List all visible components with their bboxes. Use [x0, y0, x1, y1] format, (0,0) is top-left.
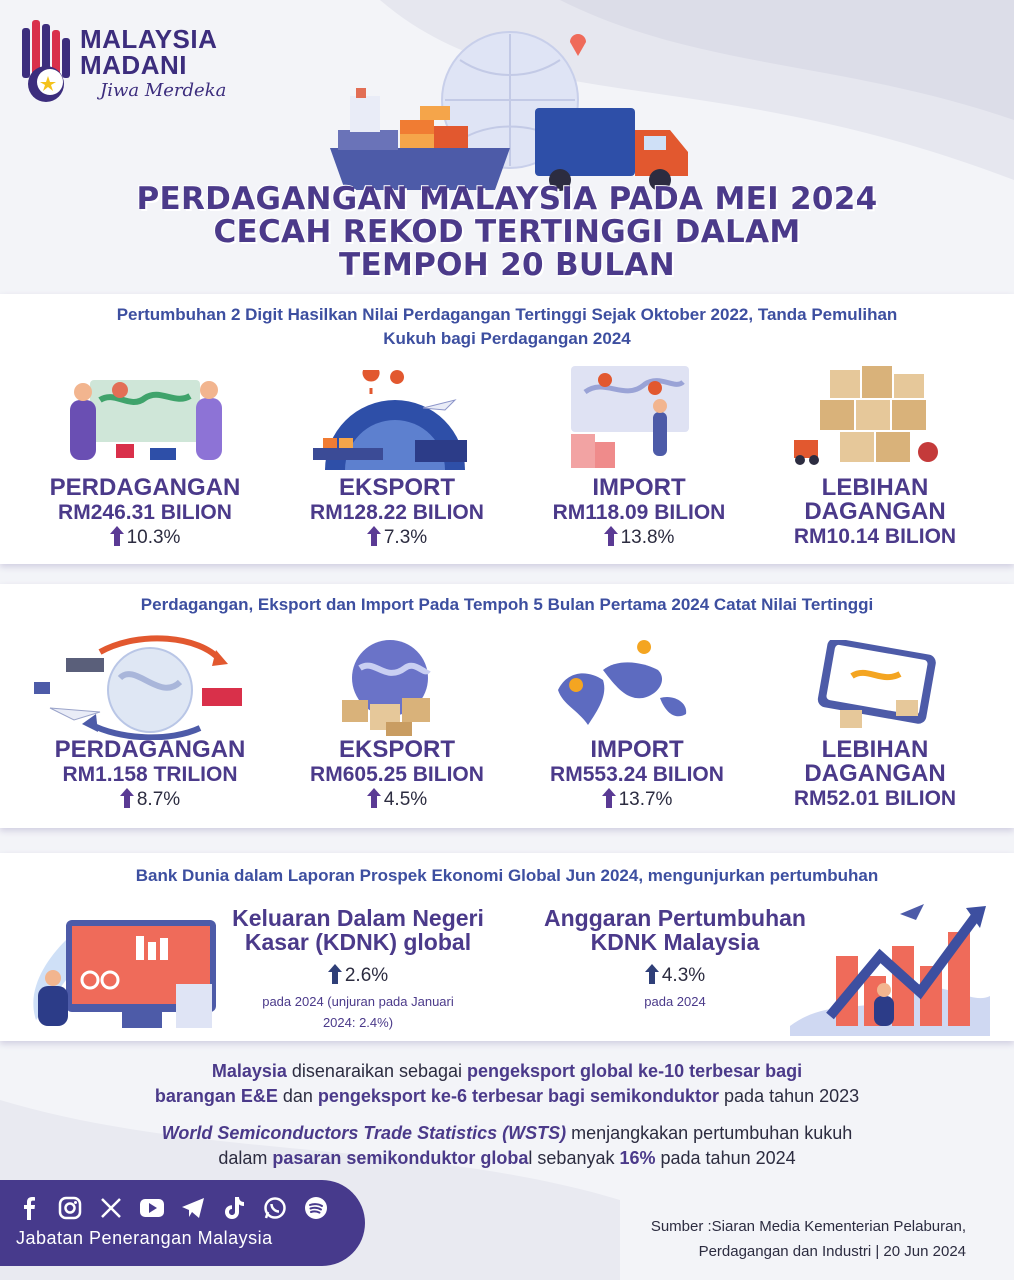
growth-chart-illustration: [790, 896, 990, 1036]
paragraph-wsts: [20, 1121, 994, 1171]
agency-name: Jabatan Penerangan Malaysia: [16, 1228, 273, 1248]
stat-change-value: 13.8%: [620, 527, 675, 548]
para1-text-c: pengeksport global ke-10 terbesar bagi: [467, 1061, 803, 1081]
paragraph2-line2: [20, 1146, 994, 1171]
global-gdp-block: [208, 906, 508, 1033]
trade-meeting-illustration: [60, 370, 230, 470]
youtube-icon[interactable]: [137, 1194, 167, 1222]
stat-value: RM1.158 TRILION: [62, 763, 238, 786]
title-line1: PERDAGANGAN MALAYSIA PADA MEI 2024: [136, 181, 878, 217]
stat-label: IMPORT: [590, 736, 684, 763]
para1-text-e: dan: [277, 1086, 318, 1106]
malaysia-gdp-change: [520, 964, 830, 987]
import-map-illustration: [565, 362, 695, 472]
section3-heading: Bank Dunia dalam Laporan Prospek Ekonomi Global Jun 2024, mengunjurkan pertumbuhan: [135, 866, 879, 885]
para1-text-f: pengeksport ke-6 terbesar bagi semikonduktor: [317, 1086, 720, 1106]
stat-label: EKSPORT: [338, 474, 455, 501]
global-gdp-change-value: 2.6%: [344, 965, 389, 986]
stat-label: PERDAGANGAN: [49, 474, 241, 501]
global-gdp-note-line2: 2024: 2.4%): [322, 1015, 394, 1030]
stat-value: RM128.22 BILION: [310, 501, 484, 524]
arrow-up-icon: [110, 526, 124, 546]
whatsapp-icon[interactable]: [260, 1194, 290, 1222]
footer-social-bar: [0, 1180, 365, 1266]
stat-change: [282, 525, 512, 550]
arrow-up-icon: [120, 788, 134, 808]
para2-text-g: pada tahun 2024: [655, 1148, 796, 1168]
stat-change: [524, 525, 754, 550]
stat-value: RM52.01 BILION: [793, 787, 957, 810]
section1-heading: [20, 303, 994, 351]
section1-heading-line1: Pertumbuhan 2 Digit Hasilkan Nilai Perdagangan Tertinggi Sejak Oktober 2022, Tanda Pemulihan: [116, 305, 898, 324]
global-gdp-title-line1: Keluaran Dalam Negeri: [232, 905, 484, 931]
malaysia-gdp-change-value: 4.3%: [661, 965, 706, 986]
logo-tagline: Jiwa Merdeka: [100, 80, 227, 101]
tablet-payment-illustration: [812, 640, 942, 732]
s2-stat-lebihan-dagangan: [760, 738, 990, 811]
source-line2: Perdagangan dan Industri | 20 Jun 2024: [698, 1243, 966, 1260]
page-title: [60, 183, 954, 282]
madani-emblem-icon: [18, 18, 74, 104]
global-gdp-title-line2: Kasar (KDNK) global: [244, 929, 472, 955]
logo-text-line2: MADANI: [80, 50, 187, 80]
export-globe-boxes-illustration: [330, 638, 450, 738]
stat-label-line1: LEBIHAN: [821, 736, 929, 763]
source-line1: Sumber :Siaran Media Kementerian Pelaburan,: [650, 1218, 966, 1235]
social-icons-row: [14, 1194, 331, 1222]
paragraph2-line1: [20, 1121, 994, 1146]
malaysia-gdp-title-line2: KDNK Malaysia: [590, 929, 760, 955]
para2-text-e: l sebanyak: [528, 1148, 620, 1168]
section1-heading-line2: Kukuh bagi Perdagangan 2024: [383, 329, 631, 348]
global-trade-illustration: [30, 632, 270, 740]
stat-label: PERDAGANGAN: [54, 736, 246, 763]
malaysia-gdp-note: pada 2024: [644, 994, 706, 1009]
malaysia-gdp-block: [520, 906, 830, 1012]
title-line2: CECAH REKOD TERTINGGI DALAM: [213, 214, 801, 250]
trade-hero-illustration: [320, 30, 710, 200]
arrow-up-icon: [604, 526, 618, 546]
s2-stat-perdagangan: [30, 738, 270, 812]
global-gdp-change: [208, 964, 508, 987]
import-world-map-illustration: [548, 640, 698, 732]
spotify-icon[interactable]: [301, 1194, 331, 1222]
para2-text-a: World Semiconductors Trade Statistics (WSTS): [161, 1123, 567, 1143]
s1-stat-import: [524, 476, 754, 550]
stat-change-value: 10.3%: [126, 527, 181, 548]
stat-label: EKSPORT: [338, 736, 455, 763]
stat-value: RM10.14 BILION: [793, 525, 957, 548]
stat-label-line1: LEBIHAN: [821, 474, 929, 501]
instagram-icon[interactable]: [55, 1194, 85, 1222]
paragraph-ee-exports: [20, 1059, 994, 1109]
para1-text-a: Malaysia: [211, 1061, 287, 1081]
para1-text-g: pada tahun 2023: [719, 1086, 860, 1106]
paragraph1-line1: [20, 1059, 994, 1084]
arrow-up-icon: [645, 964, 659, 984]
stat-change-value: 8.7%: [136, 789, 181, 810]
stat-change: [522, 787, 752, 812]
para2-text-d: pasaran semikonduktor globa: [272, 1148, 529, 1168]
s1-stat-lebihan-dagangan: [760, 476, 990, 549]
global-gdp-note-line1: pada 2024 (unjuran pada Januari: [262, 994, 454, 1009]
arrow-up-icon: [602, 788, 616, 808]
stat-value: RM246.31 BILION: [58, 501, 232, 524]
logo-text-line1: MALAYSIA: [80, 24, 218, 54]
para1-text-b: disenaraikan sebagai: [286, 1061, 468, 1081]
arrow-up-icon: [328, 964, 342, 984]
s1-stat-eksport: [282, 476, 512, 550]
stat-change: [30, 787, 270, 812]
para2-text-b: menjangkakan pertumbuhan kukuh: [566, 1123, 853, 1143]
s2-stat-import: [522, 738, 752, 812]
stat-value: RM118.09 BILION: [552, 501, 726, 524]
section2-heading: Perdagangan, Eksport dan Import Pada Tempoh 5 Bulan Pertama 2024 Catat Nilai Tertinggi: [140, 595, 874, 614]
stat-label-line2: DAGANGAN: [804, 760, 946, 787]
stat-value: RM605.25 BILION: [310, 763, 484, 786]
stat-change-value: 13.7%: [618, 789, 673, 810]
stat-change: [282, 787, 512, 812]
export-globe-illustration: [305, 370, 475, 470]
paragraph1-line2: [20, 1084, 994, 1109]
arrow-up-icon: [367, 526, 381, 546]
malaysia-gdp-title-line1: Anggaran Pertumbuhan: [544, 905, 806, 931]
s1-stat-perdagangan: [30, 476, 260, 550]
stat-label: IMPORT: [592, 474, 686, 501]
s2-stat-eksport: [282, 738, 512, 812]
stat-label-line2: DAGANGAN: [804, 498, 946, 525]
para1-text-d: barangan E&E: [154, 1086, 278, 1106]
stat-change: [30, 525, 260, 550]
stat-value: RM553.24 BILION: [550, 763, 724, 786]
source-citation: [651, 1214, 966, 1264]
x-icon[interactable]: [96, 1194, 126, 1222]
facebook-icon[interactable]: [14, 1194, 44, 1222]
analytics-monitor-illustration: [26, 900, 226, 1034]
telegram-icon[interactable]: [178, 1194, 208, 1222]
title-line3: TEMPOH 20 BULAN: [339, 247, 675, 283]
stat-change-value: 7.3%: [383, 527, 428, 548]
para2-text-c: dalam: [218, 1148, 273, 1168]
para2-text-f: 16%: [619, 1148, 656, 1168]
stat-change-value: 4.5%: [383, 789, 428, 810]
arrow-up-icon: [367, 788, 381, 808]
warehouse-surplus-illustration: [790, 360, 950, 470]
malaysia-madani-logo: [18, 18, 238, 108]
tiktok-icon[interactable]: [219, 1194, 249, 1222]
